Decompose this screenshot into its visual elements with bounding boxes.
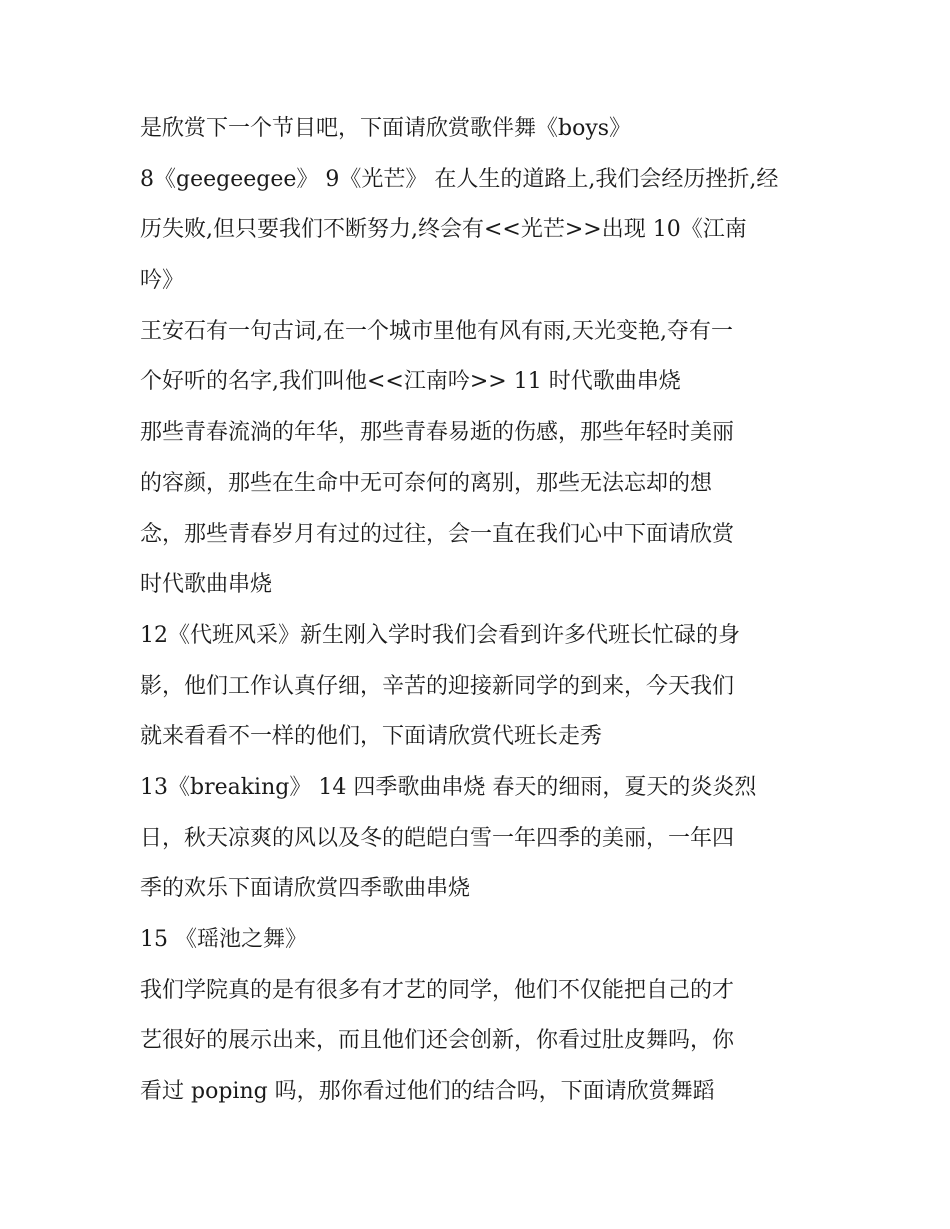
text-line-14: 13《breaking》 14 四季歌曲串烧 春天的细雨，夏天的炎炎烈 xyxy=(140,774,757,800)
text-line-18: 我们学院真的是有很多有才艺的同学，他们不仅能把自己的才 xyxy=(140,977,735,1003)
text-line-12: 影，他们工作认真仔细，辛苦的迎接新同学的到来，今天我们 xyxy=(140,673,735,699)
text-line-6: 个好听的名字,我们叫他<<江南吟>> 11 时代歌曲串烧 xyxy=(140,369,681,395)
text-line-4: 吟》 xyxy=(140,268,185,294)
text-line-2: 8《geegeegee》 9《光芒》 在人生的道路上,我们会经历挫折,经 xyxy=(140,166,779,192)
text-line-15: 日，秋天凉爽的风以及冬的皑皑白雪一年四季的美丽，一年四 xyxy=(140,825,735,851)
text-line-1: 是欣赏下一个节目吧，下面请欣赏歌伴舞《boys》 xyxy=(140,116,632,141)
document-body xyxy=(140,104,820,1118)
text-line-13: 就来看看不一样的他们，下面请欣赏代班长走秀 xyxy=(140,724,603,750)
text-line-7: 那些青春流淌的年华，那些青春易逝的伤感，那些年轻时美丽 xyxy=(140,420,735,446)
text-line-20: 看过 poping 吗，那你看过他们的结合吗，下面请欣赏舞蹈 xyxy=(140,1079,715,1105)
text-line-11: 12《代班风采》新生刚入学时我们会看到许多代班长忙碌的身 xyxy=(140,622,740,648)
text-line-16: 季的欢乐下面请欣赏四季歌曲串烧 xyxy=(140,876,471,902)
text-line-17: 15 《瑶池之舞》 xyxy=(140,927,307,952)
text-line-9: 念，那些青春岁月有过的过往，会一直在我们心中下面请欣赏 xyxy=(140,521,735,547)
text-line-5: 王安石有一句古词,在一个城市里他有风有雨,天光变艳,夺有一 xyxy=(140,318,733,344)
text-line-8: 的容颜，那些在生命中无可奈何的离别，那些无法忘却的想 xyxy=(140,470,713,496)
text-line-19: 艺很好的展示出来，而且他们还会创新，你看过肚皮舞吗，你 xyxy=(140,1028,735,1054)
text-line-3: 历失败,但只要我们不断努力,终会有<<光芒>>出现 10《江南 xyxy=(140,217,747,243)
text-line-10: 时代歌曲串烧 xyxy=(140,572,273,598)
